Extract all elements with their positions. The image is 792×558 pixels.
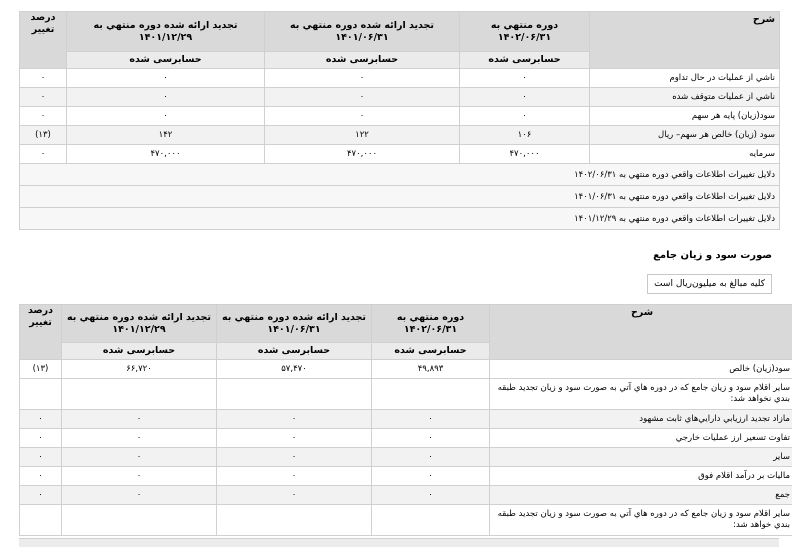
value-cell <box>217 505 372 536</box>
value-cell: ۴۹,۸۹۳ <box>372 360 490 379</box>
value-cell: ۰ <box>62 467 217 486</box>
table-row <box>20 486 792 505</box>
value-cell <box>372 505 490 536</box>
section-title: صورت سود و زيان جامع <box>653 250 772 261</box>
value-cell: ۰ <box>67 88 265 107</box>
row-label: سود(زيان) پايه هر سهم <box>590 107 780 126</box>
table-row <box>20 448 792 467</box>
value-cell: ۱۰۶ <box>460 126 590 145</box>
table-footer-strip <box>19 538 779 547</box>
header-period-1402: دوره منتهي به ۱۴۰۲/۰۶/۳۱ <box>372 305 490 343</box>
table-row <box>20 429 792 448</box>
table-row <box>20 410 792 429</box>
change-reason-note: دلايل تغييرات اطلاعات واقعي دوره منتهي به ۱۴۰۱/۱۲/۲۹ <box>20 208 780 230</box>
value-cell: ۰ <box>217 467 372 486</box>
value-cell: ۰ <box>460 88 590 107</box>
table-row <box>20 360 792 379</box>
table-row <box>20 379 792 410</box>
value-cell: ۰ <box>372 448 490 467</box>
table-row <box>20 69 780 88</box>
note-row <box>20 208 780 230</box>
value-cell: ۰ <box>372 410 490 429</box>
header-period-140112: تجديد ارائه شده دوره منتهي به ۱۴۰۱/۱۲/۲۹ <box>62 305 217 343</box>
value-cell: ۰ <box>62 429 217 448</box>
value-cell: ۰ <box>265 107 460 126</box>
value-cell <box>20 505 62 536</box>
header-change-percent: درصد تغيير <box>20 12 67 69</box>
header-audited: حسابرسی شده <box>372 343 490 360</box>
table-row <box>20 505 792 536</box>
value-cell <box>217 379 372 410</box>
table-row <box>20 88 780 107</box>
value-cell: ۰ <box>372 429 490 448</box>
header-audited: حسابرسی شده <box>217 343 372 360</box>
eps-table <box>19 11 780 230</box>
table-row <box>20 145 780 164</box>
table-row <box>20 126 780 145</box>
value-cell <box>372 379 490 410</box>
comprehensive-income-table <box>19 304 792 536</box>
value-cell: ۰ <box>67 69 265 88</box>
row-label: مازاد تجديد ارزيابي دارايي‌هاي ثابت مشهود <box>490 410 792 429</box>
value-cell <box>20 379 62 410</box>
value-cell: ۰ <box>460 69 590 88</box>
value-cell: ۱۲۲ <box>265 126 460 145</box>
value-cell <box>62 379 217 410</box>
value-cell: ۰ <box>217 429 372 448</box>
row-label: ناشي از عمليات در حال تداوم <box>590 69 780 88</box>
header-description: شرح <box>490 305 792 360</box>
note-row <box>20 186 780 208</box>
header-period-140106: تجديد ارائه شده دوره منتهي به ۱۴۰۱/۰۶/۳۱ <box>217 305 372 343</box>
value-cell: ۰ <box>20 410 62 429</box>
value-cell: ۰ <box>20 467 62 486</box>
row-label: ساير <box>490 448 792 467</box>
value-cell: ۰ <box>67 107 265 126</box>
change-reason-note: دلايل تغييرات اطلاعات واقعي دوره منتهي به ۱۴۰۱/۰۶/۳۱ <box>20 186 780 208</box>
value-cell: ۰ <box>372 467 490 486</box>
header-period-140106: تجديد ارائه شده دوره منتهي به ۱۴۰۱/۰۶/۳۱ <box>265 12 460 52</box>
amounts-unit-note: كليه مبالغ به ميليون‌ريال است <box>647 274 772 294</box>
row-label: سرمايه <box>590 145 780 164</box>
header-audited: حسابرسی شده <box>67 52 265 69</box>
header-audited: حسابرسی شده <box>460 52 590 69</box>
table-row <box>20 107 780 126</box>
row-label: ناشي از عمليات متوقف شده <box>590 88 780 107</box>
value-cell: ۰ <box>20 107 67 126</box>
row-label: تفاوت تسعير ارز عمليات خارجي <box>490 429 792 448</box>
note-row <box>20 164 780 186</box>
row-label: سود (زيان) خالص هر سهم– ريال <box>590 126 780 145</box>
value-cell: ۶۶,۷۲۰ <box>62 360 217 379</box>
value-cell: (۱۳) <box>20 126 67 145</box>
value-cell: ۰ <box>265 88 460 107</box>
value-cell: ۰ <box>20 429 62 448</box>
value-cell: ۰ <box>62 486 217 505</box>
value-cell: ۰ <box>20 69 67 88</box>
row-label: ماليات بر درآمد اقلام فوق <box>490 467 792 486</box>
value-cell: ۴۷۰,۰۰۰ <box>460 145 590 164</box>
row-label: ساير اقلام سود و زيان جامع كه در دوره هاي آتي به صورت سود و زيان تجديد طبقه بندي خواهد شد: <box>490 505 792 536</box>
table-row <box>20 467 792 486</box>
value-cell: ۴۷۰,۰۰۰ <box>67 145 265 164</box>
value-cell: ۰ <box>460 107 590 126</box>
value-cell: (۱۳) <box>20 360 62 379</box>
value-cell: ۰ <box>62 410 217 429</box>
value-cell: ۰ <box>20 88 67 107</box>
header-period-140112: تجديد ارائه شده دوره منتهي به ۱۴۰۱/۱۲/۲۹ <box>67 12 265 52</box>
value-cell: ۰ <box>217 410 372 429</box>
value-cell <box>62 505 217 536</box>
value-cell: ۱۴۲ <box>67 126 265 145</box>
row-label: جمع <box>490 486 792 505</box>
value-cell: ۰ <box>372 486 490 505</box>
row-label: ساير اقلام سود و زيان جامع كه در دوره هاي آتي به صورت سود و زيان تجديد طبقه بندي نخواهد شد: <box>490 379 792 410</box>
change-reason-note: دلايل تغييرات اطلاعات واقعي دوره منتهي به ۱۴۰۲/۰۶/۳۱ <box>20 164 780 186</box>
header-audited: حسابرسی شده <box>265 52 460 69</box>
value-cell: ۰ <box>20 448 62 467</box>
value-cell: ۰ <box>217 448 372 467</box>
value-cell: ۰ <box>217 486 372 505</box>
value-cell: ۰ <box>62 448 217 467</box>
value-cell: ۵۷,۴۷۰ <box>217 360 372 379</box>
value-cell: ۰ <box>20 486 62 505</box>
row-label: سود(زيان) خالص <box>490 360 792 379</box>
value-cell: ۴۷۰,۰۰۰ <box>265 145 460 164</box>
value-cell: ۰ <box>265 69 460 88</box>
header-description: شرح <box>590 12 780 69</box>
header-audited: حسابرسی شده <box>62 343 217 360</box>
value-cell: ۰ <box>20 145 67 164</box>
header-change-percent: درصد تغيير <box>20 305 62 360</box>
header-period-1402: دوره منتهي به ۱۴۰۲/۰۶/۳۱ <box>460 12 590 52</box>
